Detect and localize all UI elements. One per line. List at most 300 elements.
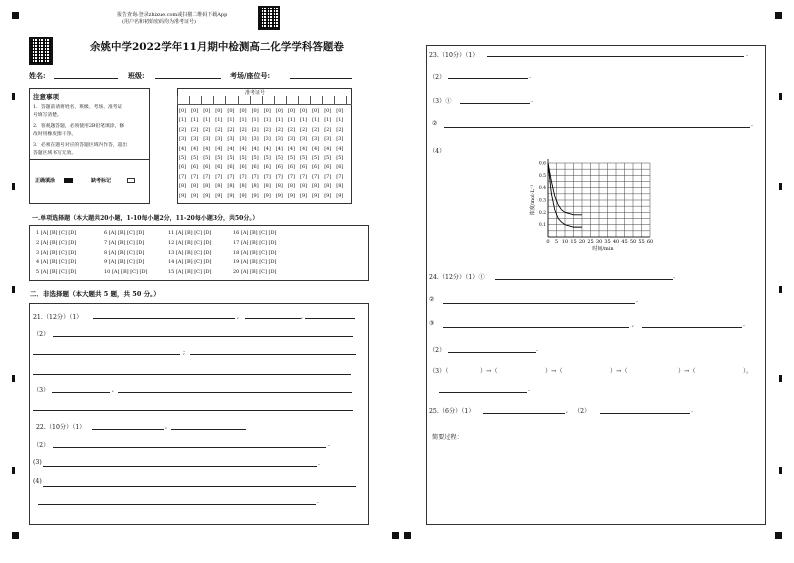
exam-id-bubble[interactable]: [9]: [263, 192, 271, 199]
grid-line: [346, 96, 347, 104]
timing-mark: [779, 183, 782, 190]
grid-line: [274, 96, 275, 104]
answer-line[interactable]: [118, 392, 352, 393]
exam-id-bubble[interactable]: [5]: [275, 155, 283, 161]
exam-id-bubble[interactable]: [8]: [191, 183, 199, 190]
y-tick-label: 0.3: [538, 198, 546, 204]
question-choices[interactable]: 16 [A] [B] [C] [D]: [233, 230, 277, 236]
period: .: [317, 498, 319, 505]
exam-id-bubble[interactable]: [4]: [239, 145, 247, 152]
question-choices[interactable]: 8 [A] [B] [C] [D]: [104, 249, 145, 256]
exam-id-bubble[interactable]: [8]: [251, 183, 259, 190]
answer-line[interactable]: [92, 429, 164, 430]
x-tick-label: 5: [554, 239, 559, 245]
exam-id-bubble[interactable]: [8]: [179, 183, 187, 190]
x-tick-label: 15: [570, 239, 577, 245]
exam-id-bubble[interactable]: [2]: [251, 126, 259, 133]
report-notice: 报告查询:登录zhixue.com或扫描二维码下载App: [117, 12, 228, 18]
room-seat-field[interactable]: [290, 78, 352, 79]
x-tick-label: 40: [612, 239, 620, 245]
exam-id-bubble[interactable]: [0]: [203, 108, 211, 114]
exam-id-bubble[interactable]: [6]: [251, 164, 259, 171]
answer-line[interactable]: [33, 410, 353, 411]
answer-line[interactable]: [53, 447, 326, 448]
corner-mark-top-right: [775, 12, 782, 19]
answer-line[interactable]: [33, 354, 180, 355]
exam-id-bubble[interactable]: [1]: [336, 117, 344, 124]
exam-id-bubble[interactable]: [5]: [191, 155, 199, 161]
question-choices[interactable]: 6 [A] [B] [C] [D]: [104, 230, 145, 236]
exam-id-bubble[interactable]: [8]: [336, 183, 344, 190]
exam-id-bubble[interactable]: [5]: [251, 155, 259, 161]
comma: ,: [165, 423, 167, 430]
exam-id-bubble[interactable]: [3]: [227, 136, 235, 143]
grid-line: [225, 96, 226, 104]
period: .: [529, 73, 531, 80]
timing-mark: [779, 375, 782, 382]
corner-mark-bottom-right: [775, 532, 782, 539]
exam-id-bubble[interactable]: [4]: [179, 145, 187, 152]
exam-id-bubble[interactable]: [4]: [275, 145, 283, 152]
exam-id-bubble[interactable]: [3]: [179, 136, 187, 143]
grid-line: [177, 104, 352, 105]
exam-id-bubble[interactable]: [9]: [203, 192, 211, 199]
exam-id-bubble[interactable]: [9]: [239, 192, 247, 199]
exam-id-bubble[interactable]: [9]: [287, 192, 295, 199]
exam-id-bubble[interactable]: [1]: [179, 117, 187, 124]
exam-id-bubble[interactable]: [4]: [227, 145, 235, 152]
absent-mark-box[interactable]: [127, 178, 135, 183]
y-tick-label: 0.5: [538, 173, 546, 179]
exam-id-bubble[interactable]: [6]: [312, 164, 320, 171]
comma: ,: [566, 407, 568, 414]
x-tick-label: 10: [561, 239, 569, 245]
notes-divider: [29, 159, 150, 160]
exam-id-bubble[interactable]: [7]: [227, 173, 235, 180]
period: .: [743, 321, 745, 328]
timing-mark: [12, 183, 15, 190]
grid-line: [262, 96, 263, 104]
exam-id-bubble[interactable]: [7]: [263, 173, 271, 180]
timing-mark: [779, 286, 782, 293]
exam-id-bubble[interactable]: [9]: [179, 192, 187, 199]
exam-id-bubble[interactable]: [1]: [300, 117, 308, 124]
exam-id-bubble[interactable]: [2]: [275, 126, 283, 133]
name-field[interactable]: [54, 78, 118, 79]
q22-4-label: (4): [33, 478, 42, 485]
answer-box-right: [426, 45, 766, 525]
q24-b-label: ②: [429, 296, 435, 303]
q24-c-label: ③: [429, 320, 435, 327]
exam-id-bubble[interactable]: [9]: [300, 192, 308, 199]
x-tick-label: 20: [578, 239, 586, 245]
exam-id-bubble[interactable]: [6]: [227, 164, 235, 171]
exam-id-bubble[interactable]: [9]: [275, 192, 283, 199]
qr-code-top: [258, 6, 280, 30]
exam-id-bubble[interactable]: [4]: [251, 145, 259, 152]
exam-id-bubble[interactable]: [6]: [191, 164, 199, 171]
notes-line: 3．必须在题号对应的答题区域内作答，超出: [33, 143, 128, 148]
grid-line: [298, 96, 299, 104]
x-axis-label: 时间/min: [592, 246, 614, 252]
period: .: [673, 273, 675, 280]
period: .: [318, 460, 320, 467]
timing-mark: [12, 467, 15, 474]
q24-3-part: ）。: [743, 368, 753, 375]
exam-id-bubble[interactable]: [6]: [263, 164, 271, 171]
period: .: [691, 407, 693, 414]
exam-id-bubble[interactable]: [0]: [275, 108, 283, 114]
semicolon: ;: [183, 349, 186, 356]
exam-id-bubble[interactable]: [8]: [263, 183, 271, 190]
exam-id-bubble[interactable]: [4]: [215, 145, 223, 152]
exam-id-bubble[interactable]: [4]: [263, 145, 271, 152]
name-label: 姓名:: [29, 71, 46, 80]
exam-id-bubble[interactable]: [3]: [275, 136, 283, 143]
question-choices[interactable]: 5 [A] [B] [C] [D]: [36, 269, 77, 276]
exam-id-bubble[interactable]: [1]: [215, 117, 223, 124]
q24-3-part: ）→（: [610, 368, 628, 375]
exam-id-bubble[interactable]: [7]: [179, 173, 187, 180]
exam-id-bubble[interactable]: [9]: [227, 192, 235, 199]
exam-id-bubble[interactable]: [8]: [287, 183, 295, 190]
answer-line[interactable]: [439, 392, 527, 393]
exam-id-bubble[interactable]: [7]: [312, 173, 320, 180]
exam-id-bubble[interactable]: [8]: [300, 183, 308, 190]
grid-line: [334, 96, 335, 104]
answer-line[interactable]: [448, 352, 536, 353]
exam-id-bubble[interactable]: [1]: [203, 117, 211, 124]
exam-id-bubble[interactable]: [2]: [179, 126, 187, 133]
y-tick-label: 0.4: [538, 186, 546, 192]
answer-line[interactable]: [43, 466, 317, 467]
q23-4-label: （4）: [429, 148, 446, 155]
exam-id-bubble[interactable]: [3]: [251, 136, 259, 143]
corner-mark-mid-left: [392, 532, 399, 539]
exam-id-bubble[interactable]: [0]: [300, 108, 308, 114]
exam-id-bubble[interactable]: [8]: [324, 183, 332, 190]
comma: ,: [237, 313, 239, 320]
x-tick-label: 30: [595, 239, 603, 245]
question-choices[interactable]: 1 [A] [B] [C] [D]: [36, 230, 77, 236]
question-choices[interactable]: 3 [A] [B] [C] [D]: [36, 249, 77, 256]
q22-2-label: （2）: [33, 442, 50, 449]
exam-id-bubble[interactable]: [3]: [324, 136, 332, 143]
exam-id-bubble[interactable]: [3]: [215, 136, 223, 143]
answer-line[interactable]: [487, 56, 744, 57]
notes-line: 改时用橡皮擦干净。: [33, 132, 77, 137]
exam-id-bubble[interactable]: [3]: [287, 136, 295, 143]
answer-line[interactable]: [38, 504, 316, 505]
exam-id-bubble[interactable]: [4]: [336, 145, 344, 152]
answer-line[interactable]: [33, 374, 351, 375]
q21-2-label: （2）: [33, 331, 50, 338]
exam-id-bubble[interactable]: [7]: [191, 173, 199, 180]
exam-id-bubble[interactable]: [6]: [336, 164, 344, 171]
question-choices[interactable]: 12 [A] [B] [C] [D]: [168, 239, 212, 246]
answer-line[interactable]: [483, 413, 565, 414]
exam-id-bubble[interactable]: [7]: [239, 173, 247, 180]
grid-line: [286, 96, 287, 104]
timing-mark: [779, 93, 782, 100]
question-choices[interactable]: 9 [A] [B] [C] [D]: [104, 259, 145, 266]
x-tick-label: 25: [587, 239, 594, 245]
q24-3-part: ）→（: [480, 368, 498, 375]
q24-3-part: （3）（: [429, 368, 449, 375]
q22-3-label: (3): [33, 459, 42, 466]
exam-id-bubble[interactable]: [6]: [287, 164, 295, 171]
exam-id-bubble[interactable]: [0]: [324, 108, 332, 114]
q24-3-part: ）→（: [545, 368, 563, 375]
exam-id-bubble[interactable]: [2]: [239, 126, 247, 133]
exam-id-bubble[interactable]: [1]: [239, 117, 247, 124]
section1-heading: 一.单项选择题（本大题共20小题，1-10每小题2分，11-20每小题3分，共50分。）: [32, 215, 259, 222]
exam-id-bubble[interactable]: [5]: [312, 155, 320, 161]
q21-label: 21.（12分）（1）: [33, 314, 83, 321]
period: .: [751, 121, 753, 128]
exam-id-bubble[interactable]: [2]: [312, 126, 320, 133]
exam-id-bubble[interactable]: [2]: [263, 126, 271, 133]
exam-id-bubble[interactable]: [2]: [215, 126, 223, 133]
exam-id-bubble[interactable]: [0]: [215, 108, 223, 114]
answer-line[interactable]: [460, 103, 530, 104]
answer-line[interactable]: [190, 354, 356, 355]
q22-label: 22.（10分）（1）: [36, 424, 86, 431]
exam-id-bubble[interactable]: [0]: [179, 108, 187, 114]
grid-line: [189, 96, 190, 104]
grid-line: [213, 96, 214, 104]
exam-id-bubble[interactable]: [8]: [275, 183, 283, 190]
answer-line[interactable]: [443, 303, 635, 304]
exam-id-bubble[interactable]: [9]: [312, 192, 320, 199]
exam-id-bubble[interactable]: [1]: [263, 117, 271, 124]
exam-id-bubble[interactable]: [2]: [336, 126, 344, 133]
exam-id-bubble[interactable]: [2]: [324, 126, 332, 133]
exam-id-bubble[interactable]: [1]: [251, 117, 259, 124]
answer-line[interactable]: [93, 318, 235, 319]
exam-id-bubble[interactable]: [1]: [312, 117, 320, 124]
x-tick-label: 0: [546, 239, 550, 245]
exam-id-bubble[interactable]: [2]: [203, 126, 211, 133]
question-choices[interactable]: 17 [A] [B] [C] [D]: [233, 239, 277, 246]
answer-line[interactable]: [171, 429, 246, 430]
answer-line[interactable]: [642, 327, 742, 328]
question-choices[interactable]: 7 [A] [B] [C] [D]: [104, 239, 145, 246]
q21-3-label: （3）: [33, 387, 50, 394]
x-tick-label: 60: [646, 239, 654, 245]
answer-line[interactable]: [444, 127, 750, 128]
exam-id-bubble[interactable]: [6]: [239, 164, 247, 171]
exam-id-bubble[interactable]: [8]: [312, 183, 320, 190]
timing-mark: [779, 467, 782, 474]
answer-line[interactable]: [53, 336, 353, 337]
exam-id-bubble[interactable]: [5]: [300, 155, 308, 161]
exam-id-bubble[interactable]: [6]: [215, 164, 223, 171]
timing-mark: [12, 286, 15, 293]
exam-id-bubble[interactable]: [4]: [324, 145, 332, 152]
question-choices[interactable]: 2 [A] [B] [C] [D]: [36, 239, 77, 246]
exam-id-bubble[interactable]: [5]: [215, 155, 223, 161]
corner-mark-bottom-left: [12, 532, 19, 539]
corner-mark-top-left: [12, 12, 19, 19]
exam-id-bubble[interactable]: [4]: [300, 145, 308, 152]
exam-id-bubble[interactable]: [5]: [263, 155, 271, 161]
question-choices[interactable]: 19 [A] [B] [C] [D]: [233, 259, 277, 266]
question-choices[interactable]: 14 [A] [B] [C] [D]: [168, 259, 212, 266]
exam-id-bubble[interactable]: [7]: [251, 173, 259, 180]
question-choices[interactable]: 18 [A] [B] [C] [D]: [233, 249, 277, 256]
exam-id-bubble[interactable]: [9]: [336, 192, 344, 199]
exam-id-bubble[interactable]: [4]: [312, 145, 320, 152]
exam-id-bubble[interactable]: [7]: [203, 173, 211, 180]
exam-id-bubble[interactable]: [2]: [287, 126, 295, 133]
exam-id-bubble[interactable]: [9]: [251, 192, 259, 199]
answer-line[interactable]: [52, 392, 110, 393]
grid-line: [238, 96, 239, 104]
q25-calc-label: 简要过程：: [432, 434, 463, 441]
period: .: [328, 441, 330, 448]
exam-id-bubble[interactable]: [2]: [191, 126, 199, 133]
absent-mark-label: 缺考标记: [91, 178, 112, 184]
exam-id-bubble[interactable]: [8]: [227, 183, 235, 190]
notes-line: 1．答题前请将姓名、班级、考场、准考证: [33, 105, 123, 110]
exam-id-bubble[interactable]: [2]: [227, 126, 235, 133]
exam-id-bubble[interactable]: [6]: [275, 164, 283, 171]
q23-3-label: （3）①: [429, 98, 452, 105]
exam-id-bubble[interactable]: [3]: [263, 136, 271, 143]
exam-id-bubble[interactable]: [5]: [324, 155, 332, 161]
exam-id-bubble[interactable]: [1]: [227, 117, 235, 124]
exam-id-bubble[interactable]: [7]: [287, 173, 295, 180]
q23-label: 23.（10分）（1）: [429, 52, 479, 59]
class-field[interactable]: [155, 78, 221, 79]
question-choices[interactable]: 4 [A] [B] [C] [D]: [36, 259, 77, 266]
exam-id-bubble[interactable]: [0]: [191, 108, 199, 114]
exam-id-bubble[interactable]: [7]: [336, 173, 344, 180]
exam-id-bubble[interactable]: [6]: [203, 164, 211, 171]
correct-fill-sample: [64, 178, 73, 183]
exam-id-bubble[interactable]: [8]: [215, 183, 223, 190]
question-choices[interactable]: 13 [A] [B] [C] [D]: [168, 249, 212, 256]
exam-id-title: 准考证号: [245, 90, 266, 96]
period: .: [531, 97, 533, 104]
exam-id-bubble[interactable]: [9]: [215, 192, 223, 199]
exam-id-bubble[interactable]: [9]: [191, 192, 199, 199]
exam-id-bubble[interactable]: [7]: [215, 173, 223, 180]
answer-line[interactable]: [448, 78, 528, 79]
exam-id-bubble[interactable]: [5]: [287, 155, 295, 161]
comma: ,: [301, 313, 303, 320]
exam-id-bubble[interactable]: [3]: [191, 136, 199, 143]
notes-heading: 注意事项: [33, 93, 59, 101]
exam-id-bubble[interactable]: [6]: [179, 164, 187, 171]
grid-line: [322, 96, 323, 104]
exam-id-bubble[interactable]: [0]: [336, 108, 344, 114]
period: .: [536, 346, 538, 353]
q24-label: 24.（12分）（1）①: [429, 274, 485, 281]
answer-line[interactable]: [600, 413, 690, 414]
exam-id-bubble[interactable]: [0]: [263, 108, 271, 114]
q23-2-label: （2）: [429, 74, 446, 81]
concentration-chart: [528, 157, 658, 262]
exam-id-bubble[interactable]: [5]: [239, 155, 247, 161]
section2-heading: 二．非选择题（本大题共 5 题，共 50 分。）: [30, 290, 160, 298]
exam-id-bubble[interactable]: [1]: [287, 117, 295, 124]
page-title: 余姚中学2022学年11月期中检测高二化学学科答题卷: [90, 41, 344, 53]
exam-id-bubble[interactable]: [1]: [191, 117, 199, 124]
exam-id-bubble[interactable]: [5]: [203, 155, 211, 161]
exam-id-bubble[interactable]: [3]: [312, 136, 320, 143]
answer-line[interactable]: [245, 318, 301, 319]
q25-2-label: （2）: [574, 408, 591, 415]
exam-id-bubble[interactable]: [3]: [300, 136, 308, 143]
exam-id-bubble[interactable]: [6]: [300, 164, 308, 171]
y-tick-label: 0.2: [538, 210, 546, 216]
y-tick-label: 0.6: [538, 161, 546, 167]
y-axis-label: 浓度/mol·L⁻¹: [530, 184, 536, 216]
exam-id-bubble[interactable]: [3]: [336, 136, 344, 143]
exam-id-bubble[interactable]: [3]: [203, 136, 211, 143]
exam-id-bubble[interactable]: [0]: [227, 108, 235, 114]
exam-id-bubble[interactable]: [3]: [239, 136, 247, 143]
exam-id-bubble[interactable]: [0]: [312, 108, 320, 114]
exam-id-bubble[interactable]: [7]: [300, 173, 308, 180]
question-choices[interactable]: 11 [A] [B] [C] [D]: [168, 230, 212, 236]
grid-line: [310, 96, 311, 104]
exam-id-bubble[interactable]: [0]: [239, 108, 247, 114]
x-tick-label: 35: [604, 239, 611, 245]
exam-id-bubble[interactable]: [1]: [324, 117, 332, 124]
answer-line[interactable]: [43, 486, 356, 487]
question-choices[interactable]: 15 [A] [B] [C] [D]: [168, 269, 212, 276]
period: .: [636, 297, 638, 304]
exam-id-bubble[interactable]: [5]: [179, 155, 187, 161]
y-tick-label: 0.1: [538, 223, 546, 229]
exam-id-bubble[interactable]: [4]: [191, 145, 199, 152]
exam-id-bubble[interactable]: [7]: [275, 173, 283, 180]
answer-line[interactable]: [305, 318, 355, 319]
exam-id-bubble[interactable]: [0]: [287, 108, 295, 114]
exam-id-bubble[interactable]: [0]: [251, 108, 259, 114]
x-tick-label: 45: [621, 239, 628, 245]
grid-line: [250, 96, 251, 104]
question-choices[interactable]: 10 [A] [B] [C] [D]: [104, 269, 148, 276]
qr-code-left: [29, 37, 53, 65]
notes-line: 2．客观题答题，必须使用2B铅笔填涂，修: [33, 124, 125, 129]
exam-id-bubble[interactable]: [1]: [275, 117, 283, 124]
exam-id-bubble[interactable]: [5]: [227, 155, 235, 161]
exam-id-bubble[interactable]: [4]: [203, 145, 211, 152]
exam-id-bubble[interactable]: [4]: [287, 145, 295, 152]
exam-id-bubble[interactable]: [9]: [324, 192, 332, 199]
answer-line[interactable]: [443, 327, 629, 328]
answer-line[interactable]: [495, 279, 673, 280]
exam-id-bubble[interactable]: [8]: [239, 183, 247, 190]
q23-3b-label: ②: [432, 120, 438, 127]
exam-id-bubble[interactable]: [2]: [300, 126, 308, 133]
question-choices[interactable]: 20 [A] [B] [C] [D]: [233, 269, 277, 276]
corner-mark-mid-right: [404, 532, 411, 539]
timing-mark: [12, 93, 15, 100]
period: .: [746, 51, 748, 58]
q25-label: 25.（6分）（1）: [429, 408, 475, 415]
exam-id-bubble[interactable]: [6]: [324, 164, 332, 171]
exam-id-bubble[interactable]: [7]: [324, 173, 332, 180]
q24-2-label: （2）: [429, 347, 446, 354]
exam-id-bubble[interactable]: [5]: [336, 155, 344, 161]
exam-id-bubble[interactable]: [8]: [203, 183, 211, 190]
timing-mark: [12, 375, 15, 382]
